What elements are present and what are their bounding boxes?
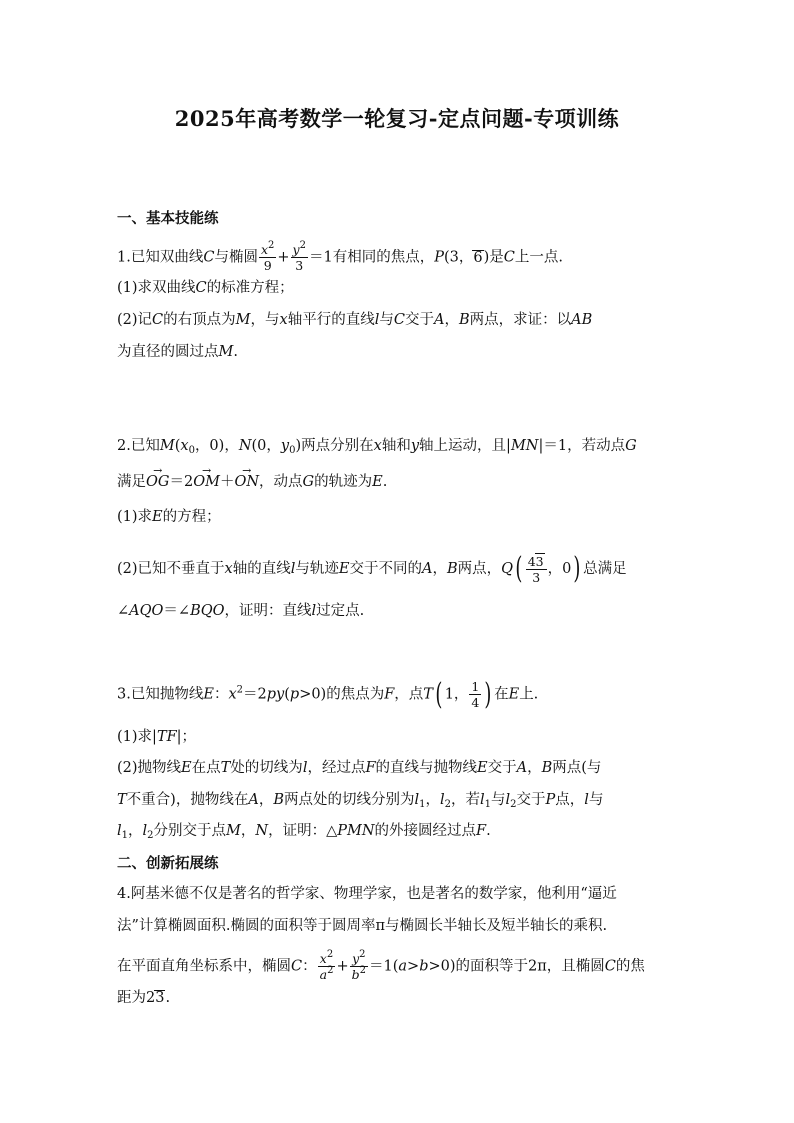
problem-4-line-3: 在平面直角坐标系中，椭圆C： $\frac{x^2}{a^2}$ + $\frac{y^2}{b^2}$ ＝1(a>b>0)的面积等于2π，且椭圆C的焦: [117, 949, 645, 982]
problem-1-part-2: (2)记C的右顶点为M，与x轴平行的直线l与C交于A，B两点，求证：以AB: [117, 312, 593, 328]
problem-3-part-2-cont2: $l_1$，$l_2$分别交于点M，N，证明：△PMN的外接圆经过点F.: [117, 823, 491, 841]
problem-3-part-2: (2)抛物线E在点T处的切线为l，经过点F的直线与抛物线E交于A，B两点(与: [117, 760, 602, 776]
fraction: $\frac{x^2}{a^2}$: [319, 949, 334, 982]
problem-2-stem-cont: 满足→ OG＝2→ OM＋→ ON，动点G的轨迹为E.: [117, 472, 682, 492]
problem-3-part-1: (1)求|TF|；: [117, 729, 197, 745]
problem-4-line-2: 法”计算椭圆面积.椭圆的面积等于圆周率π与椭圆长半轴长及短半轴长的乘积.: [117, 918, 608, 934]
page-title: 2025年高考数学一轮复习-定点问题-专项训练: [174, 106, 620, 131]
problem-2-part-2: (2)已知不垂直于x轴的直线l与轨迹E交于不同的A，B两点，Q( $\frac{43}{3}$ ，0) 总满足: [117, 551, 627, 586]
fraction: $\frac{y^2}{3}$: [292, 240, 306, 273]
problem-2-stem: 2.已知$M(x_0$，0)，N(0，$y_0$)两点分别在x轴和y轴上运动，且|MN|＝1，若动点G: [117, 438, 637, 456]
problem-4-line-4: 距为23.: [117, 990, 171, 1006]
problem-3-stem: 3.已知抛物线E：$x^2=2py(p>0)$的焦点为F，点T( 1， $\frac{1}{4}$ ) 在E上.: [117, 676, 539, 712]
problem-2-part-1: (1)求E的方程；: [117, 509, 221, 525]
fraction: $\frac{43}{3}$: [526, 553, 547, 585]
problem-1-part-1: (1)求双曲线C的标准方程；: [117, 280, 294, 296]
fraction: $\frac{x^2}{9}$: [260, 240, 275, 273]
fraction: $\frac{y^2}{b^2}$: [351, 949, 366, 982]
problem-3-part-2-cont: T不重合)，抛物线在A，B两点处的切线分别为$l_1$，$l_2$，若$l_1$与$l_2$交于P点，l与: [117, 792, 604, 810]
fraction: $\frac{1}{4}$: [471, 679, 480, 710]
problem-2-part-2-cont: ∠AQO＝∠BQO，证明：直线l过定点.: [117, 603, 365, 619]
section-heading-basic: 一、基本技能练: [117, 211, 219, 227]
problem-4-line-1: 4.阿基米德不仅是著名的哲学家、物理学家，也是著名的数学家，他利用“逼近: [117, 886, 617, 902]
problem-1-stem: 1.已知双曲线C与椭圆 $\frac{x^2}{9}$ + $\frac{y^2}{3}$ ＝1有相同的焦点，P(3，6)是C上一点.: [117, 240, 563, 273]
section-heading-extension: 二、创新拓展练: [117, 856, 219, 872]
problem-1-part-2-cont: 为直径的圆过点M.: [117, 344, 238, 360]
